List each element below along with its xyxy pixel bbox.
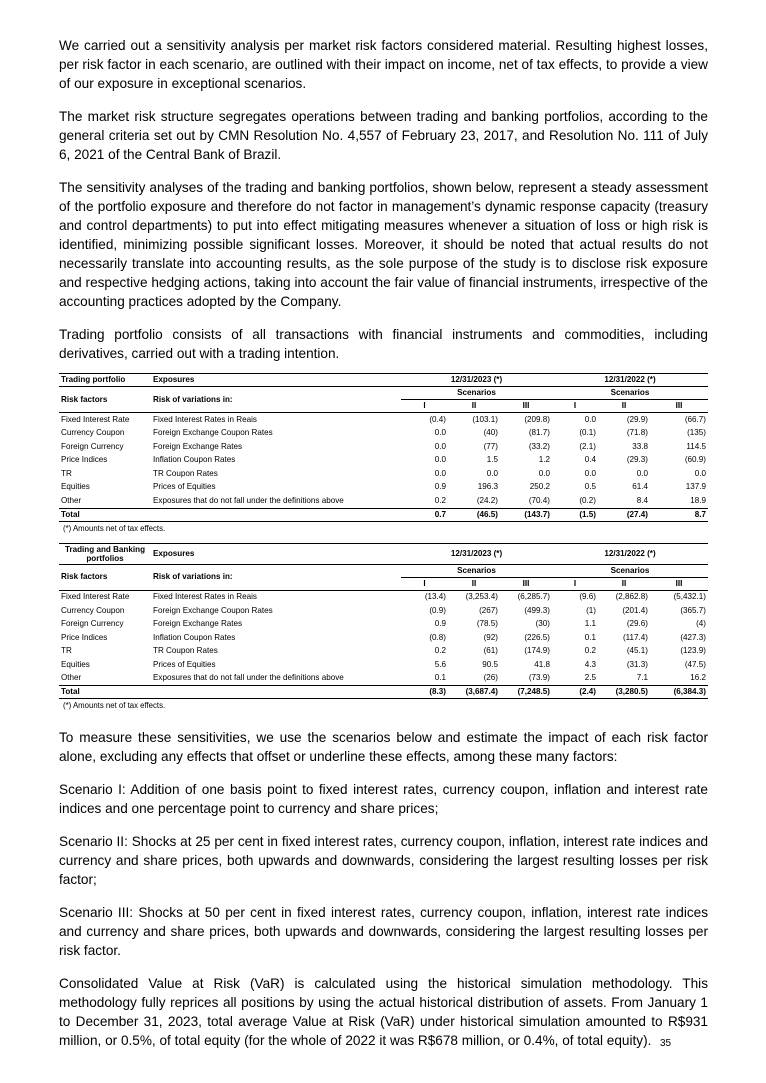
value-cell: 61.4 [632, 482, 648, 492]
value-cell: (209.8) [524, 414, 550, 424]
risk-variation-cell: Exposures that do not fall under the definitions above [153, 495, 344, 505]
value-cell: (0.4) [429, 414, 446, 424]
value-cell: (6,285.7) [517, 592, 550, 602]
col-exposures-header: Exposures [151, 543, 401, 564]
risk-variation-cell: Foreign Exchange Coupon Rates [153, 428, 273, 438]
risk-factor-cell: Currency Coupon [61, 428, 125, 438]
scenario-header: II [448, 577, 500, 590]
risk-factor-cell: Equities [61, 659, 90, 669]
value-cell: 16.2 [690, 673, 706, 683]
value-cell: 0.0 [434, 428, 446, 438]
value-cell: 18.9 [690, 495, 706, 505]
value-cell: 0.0 [486, 468, 498, 478]
total-value-cell: (3,280.5) [598, 686, 650, 699]
value-cell: (226.5) [524, 632, 550, 642]
risk-variation-cell: Foreign Exchange Rates [153, 619, 243, 629]
value-cell: 1.5 [486, 455, 498, 465]
risk-variation-cell: Fixed Interest Rates in Reais [153, 414, 257, 424]
scenario-header: II [448, 400, 500, 413]
value-cell: (29.6) [626, 619, 648, 629]
value-cell: 41.8 [534, 659, 550, 669]
scenario-header: III [650, 400, 708, 413]
total-label: Total [59, 508, 151, 521]
risk-factor-cell: Other [61, 673, 82, 683]
paragraph-sensitivity-analyses: The sensitivity analyses of the trading and banking portfolios, shown below, represent a steady assessment of the portfolio exposure and therefore do not factor in management’s dynamic response capacity (treasury and control departments) to put into effect mitigating measures whenever a situation of loss or high risk is identified, minimizing possible significant losses. Moreover, it should be noted that actual results do not necessarily translate into accounting results, as the sole purpose of the study is to disclose risk exposure and respective hedging actions, taking into account the fair value of financial instruments, irrespective of the accounting practices adopted by the Company. [59, 180, 708, 309]
value-cell: 5.6 [434, 659, 446, 669]
value-cell: (24.2) [476, 495, 498, 505]
value-cell: (66.7) [684, 414, 706, 424]
total-value-cell: (2.4) [552, 686, 598, 699]
total-row [59, 508, 708, 521]
paragraph-sensitivity-intro: We carried out a sensitivity analysis per market risk factors considered material. Resulting highest losses, per risk factor in each scenario, are outlined with their impact on income, net of tax effects, to provide a view of our exposure in exceptional scenarios. [59, 38, 708, 91]
col-exposures-header: Exposures [151, 374, 401, 387]
value-cell: (71.8) [626, 428, 648, 438]
total-value-cell: (3,687.4) [448, 686, 500, 699]
value-cell: (47.5) [684, 659, 706, 669]
value-cell: (77) [483, 441, 498, 451]
period-2023-header: 12/31/2023 (*) [401, 374, 552, 387]
scenario-header: II [598, 400, 650, 413]
value-cell: (5,432.1) [673, 592, 706, 602]
value-cell: 0.9 [434, 619, 446, 629]
value-cell: (78.5) [476, 619, 498, 629]
col-risk-factors-header: Risk factors [59, 564, 151, 590]
risk-variation-cell: Prices of Equities [153, 659, 216, 669]
col-risk-variations-header: Risk of variations in: [151, 387, 401, 413]
table-row [59, 631, 708, 645]
value-cell: 1.1 [584, 619, 596, 629]
value-cell: 33.8 [632, 441, 648, 451]
value-cell: 0.1 [434, 673, 446, 683]
scenario-header: III [650, 577, 708, 590]
value-cell: 0.0 [434, 441, 446, 451]
value-cell: (81.7) [528, 428, 550, 438]
value-cell: 0.2 [434, 646, 446, 656]
col-portfolio-header: Trading portfolio [59, 374, 151, 387]
value-cell: 114.5 [686, 441, 706, 451]
value-cell: (40) [483, 428, 498, 438]
risk-variation-cell: TR Coupon Rates [153, 468, 218, 478]
table-row [59, 658, 708, 672]
risk-variation-cell: Exposures that do not fall under the definitions above [153, 673, 344, 683]
scenario-header: II [598, 577, 650, 590]
total-value-cell: 8.7 [650, 508, 708, 521]
risk-factor-cell: Price Indices [61, 455, 108, 465]
value-cell: (117.4) [622, 632, 648, 642]
risk-factor-cell: TR [61, 646, 72, 656]
page-number: 35 [660, 1038, 672, 1049]
total-value-cell: (46.5) [448, 508, 500, 521]
value-cell: (1) [586, 605, 596, 615]
document-page [59, 36, 708, 1064]
value-cell: 0.0 [538, 468, 550, 478]
value-cell: 0.9 [434, 482, 446, 492]
value-cell: (123.9) [680, 646, 706, 656]
risk-factor-cell: Fixed Interest Rate [61, 414, 130, 424]
total-value-cell: 0.7 [401, 508, 448, 521]
value-cell: (45.1) [626, 646, 648, 656]
risk-factor-cell: Fixed Interest Rate [61, 592, 130, 602]
risk-factor-cell: Other [61, 495, 82, 505]
value-cell: 0.0 [636, 468, 648, 478]
period-2022-header: 12/31/2022 (*) [552, 374, 708, 387]
value-cell: (31.3) [626, 659, 648, 669]
value-cell: (9.6) [579, 592, 596, 602]
table-footnote: (*) Amounts net of tax effects. [63, 701, 166, 710]
period-2022-header: 12/31/2022 (*) [552, 543, 708, 564]
value-cell: 4.3 [584, 659, 596, 669]
value-cell: (103.1) [472, 414, 498, 424]
total-label: Total [59, 686, 151, 699]
value-cell: (13.4) [424, 592, 446, 602]
value-cell: 0.0 [584, 414, 596, 424]
paragraph-measure-sensitivities: To measure these sensitivities, we use the scenarios below and estimate the impact of each risk factor alone, excluding any effects that offset or underline these effects, among these many factors: [59, 730, 708, 764]
paragraph-trading-portfolio: Trading portfolio consists of all transactions with financial instruments and commodities, including derivatives, carried out with a trading intention. [59, 327, 708, 361]
scenarios-2023-header: Scenarios [401, 564, 552, 577]
risk-variation-cell: Foreign Exchange Rates [153, 441, 243, 451]
value-cell: 0.0 [584, 468, 596, 478]
value-cell: (33.2) [528, 441, 550, 451]
value-cell: 1.2 [538, 455, 550, 465]
value-cell: (0.2) [579, 495, 596, 505]
risk-factor-cell: Foreign Currency [61, 441, 124, 451]
paragraph-scenario-1: Scenario I: Addition of one basis point to fixed interest rates, currency coupon, inflation and interest rate indices and one percentage point to currency and share prices; [59, 782, 708, 816]
risk-factor-cell: Foreign Currency [61, 619, 124, 629]
table-row [59, 590, 708, 604]
value-cell: 196.3 [477, 482, 498, 492]
value-cell: (4) [696, 619, 706, 629]
value-cell: (365.7) [680, 605, 706, 615]
period-2023-header: 12/31/2023 (*) [401, 543, 552, 564]
paragraph-scenario-3: Scenario III: Shocks at 50 per cent in fixed interest rates, currency coupon, inflation, interest rate indices and currency and share prices, both upwards and downwards, considering the largest resulting losses per risk factor. [59, 905, 708, 958]
scenario-header: I [552, 577, 598, 590]
value-cell: (201.4) [622, 605, 648, 615]
scenarios-2023-header: Scenarios [401, 387, 552, 400]
value-cell: 0.0 [694, 468, 706, 478]
scenario-header: I [552, 400, 598, 413]
value-cell: (73.9) [528, 673, 550, 683]
table-row [59, 672, 708, 686]
value-cell: 90.5 [482, 659, 498, 669]
risk-variation-cell: TR Coupon Rates [153, 646, 218, 656]
table-row [59, 481, 708, 495]
value-cell: 250.2 [529, 482, 550, 492]
value-cell: (2.1) [579, 441, 596, 451]
table-row [59, 427, 708, 441]
value-cell: (30) [535, 619, 550, 629]
paragraph-value-at-risk: Consolidated Value at Risk (VaR) is calculated using the historical simulation methodology. This methodology fully reprices all positions by using the actual historical distribution of assets. From January 1 to December 31, 2023, total average Value at Risk (VaR) under historical simulation amounted to R$931 million, or 0.5%, of total equity (for the whole of 2022 it was R$678 million, or 0.4%, of total equity). [59, 976, 708, 1048]
risk-factor-cell: TR [61, 468, 72, 478]
total-value-cell: (6,384.3) [650, 686, 708, 699]
value-cell: (267) [479, 605, 498, 615]
value-cell: (427.3) [680, 632, 706, 642]
table-row [59, 618, 708, 632]
risk-variation-cell: Prices of Equities [153, 482, 216, 492]
value-cell: (29.3) [626, 455, 648, 465]
value-cell: 0.2 [434, 495, 446, 505]
value-cell: 0.0 [434, 468, 446, 478]
value-cell: (0.1) [579, 428, 596, 438]
value-cell: (29.9) [626, 414, 648, 424]
total-value-cell: (8.3) [401, 686, 448, 699]
value-cell: 0.1 [584, 632, 596, 642]
scenario-header: I [401, 577, 448, 590]
value-cell: (70.4) [528, 495, 550, 505]
value-cell: 137.9 [685, 482, 706, 492]
col-risk-variations-header: Risk of variations in: [151, 564, 401, 590]
col-risk-factors-header: Risk factors [59, 387, 151, 413]
risk-factor-cell: Price Indices [61, 632, 108, 642]
value-cell: (0.9) [429, 605, 446, 615]
paragraph-scenario-2: Scenario II: Shocks at 25 per cent in fixed interest rates, currency coupon, inflation, interest rate indices and currency and share prices, both upwards and downwards, considering the largest resulting losses per risk factor; [59, 834, 708, 887]
trading-portfolio-table [59, 373, 708, 522]
table-row [59, 454, 708, 468]
table-row [59, 494, 708, 508]
table-row [59, 604, 708, 618]
value-cell: 8.4 [636, 495, 648, 505]
scenarios-2022-header: Scenarios [552, 564, 708, 577]
value-cell: 0.5 [584, 482, 596, 492]
value-cell: 0.4 [584, 455, 596, 465]
risk-variation-cell: Inflation Coupon Rates [153, 632, 236, 642]
risk-variation-cell: Foreign Exchange Coupon Rates [153, 605, 273, 615]
scenario-header: III [500, 400, 552, 413]
value-cell: (3,253.4) [465, 592, 498, 602]
value-cell: (61) [483, 646, 498, 656]
total-value-cell: (143.7) [500, 508, 552, 521]
risk-variation-cell: Inflation Coupon Rates [153, 455, 236, 465]
table-row [59, 440, 708, 454]
total-row [59, 686, 708, 699]
col-portfolio-header: Trading and Banking portfolios [59, 543, 151, 564]
table-row [59, 645, 708, 659]
table-row [59, 467, 708, 481]
scenario-header: I [401, 400, 448, 413]
paragraph-market-risk-structure: The market risk structure segregates operations between trading and banking portfolios, according to the general criteria set out by CMN Resolution No. 4,557 of February 23, 2017, and Resolution No. 111 of July 6, 2021 of the Central Bank of Brazil. [59, 109, 708, 162]
scenario-header: III [500, 577, 552, 590]
value-cell: (0.8) [429, 632, 446, 642]
total-value-cell: (7,248.5) [500, 686, 552, 699]
value-cell: 2.5 [584, 673, 596, 683]
value-cell: (26) [483, 673, 498, 683]
value-cell: (2,862.8) [615, 592, 648, 602]
value-cell: (499.3) [524, 605, 550, 615]
total-value-cell: (1.5) [552, 508, 598, 521]
trading-banking-portfolios-table [59, 543, 708, 700]
value-cell: (174.9) [524, 646, 550, 656]
table-row [59, 413, 708, 427]
risk-factor-cell: Equities [61, 482, 90, 492]
risk-variation-cell: Fixed Interest Rates in Reais [153, 592, 257, 602]
total-value-cell: (27.4) [598, 508, 650, 521]
value-cell: (60.9) [684, 455, 706, 465]
scenarios-2022-header: Scenarios [552, 387, 708, 400]
value-cell: (92) [483, 632, 498, 642]
value-cell: 0.2 [584, 646, 596, 656]
value-cell: 7.1 [636, 673, 648, 683]
value-cell: (135) [687, 428, 706, 438]
value-cell: 0.0 [434, 455, 446, 465]
risk-factor-cell: Currency Coupon [61, 605, 125, 615]
table-footnote: (*) Amounts net of tax effects. [63, 523, 166, 533]
